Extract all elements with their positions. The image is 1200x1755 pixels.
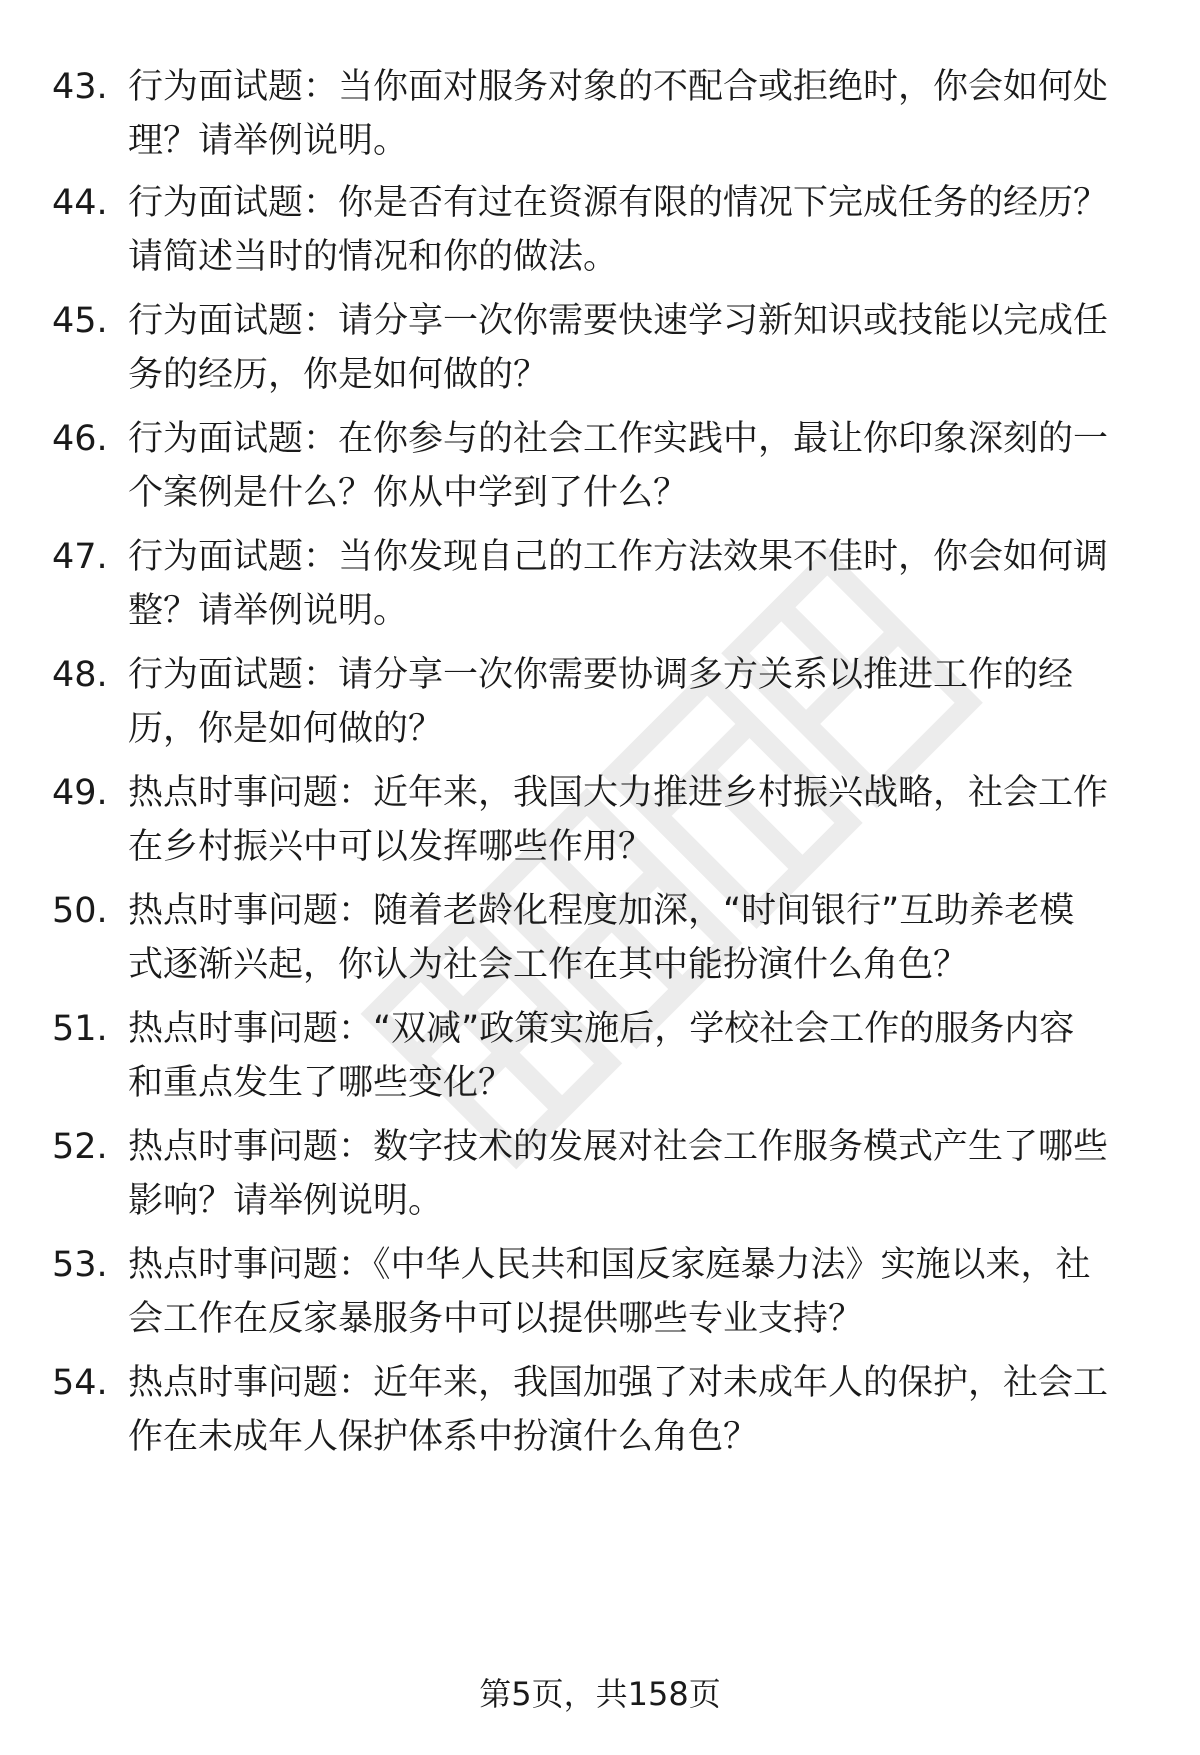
question-text xyxy=(128,1356,1148,1464)
question-number: 49. xyxy=(52,773,108,813)
page-footer: 第5页，共158页 xyxy=(479,1675,721,1713)
question-text-line: 热点时事问题：数字技术的发展对社会工作服务模式产生了哪些 xyxy=(128,1127,1109,1167)
question-number: 51. xyxy=(52,1009,108,1049)
question-text-line: 理？请举例说明。 xyxy=(128,121,409,161)
question-text xyxy=(128,884,1148,992)
question-text-line: 在乡村振兴中可以发挥哪些作用？ xyxy=(128,827,654,867)
question-text-line: 热点时事问题：近年来，我国大力推进乡村振兴战略，社会工作 xyxy=(128,773,1109,813)
question-text-line: 行为面试题：你是否有过在资源有限的情况下完成任务的经历？ xyxy=(128,183,1109,223)
question-text xyxy=(128,648,1148,756)
question-text xyxy=(128,766,1148,874)
question-text-line: 作在未成年人保护体系中扮演什么角色？ xyxy=(128,1417,759,1457)
question-text-line: 整？请举例说明。 xyxy=(128,591,409,631)
question-text xyxy=(128,176,1148,284)
question-text-line: 行为面试题：请分享一次你需要快速学习新知识或技能以完成任 xyxy=(128,301,1109,341)
question-number: 48. xyxy=(52,655,108,695)
question-text-line: 热点时事问题：近年来，我国加强了对未成年人的保护，社会工 xyxy=(128,1363,1109,1403)
question-number: 52. xyxy=(52,1127,108,1167)
question-text xyxy=(128,1120,1148,1228)
question-number: 45. xyxy=(52,301,108,341)
question-text xyxy=(128,294,1148,402)
question-text-line: 行为面试题：当你面对服务对象的不配合或拒绝时，你会如何处 xyxy=(128,67,1109,107)
question-number: 50. xyxy=(52,891,108,931)
question-number: 46. xyxy=(52,419,108,459)
question-text xyxy=(128,1002,1148,1110)
question-number: 53. xyxy=(52,1245,108,1285)
question-text xyxy=(128,530,1148,638)
question-number: 54. xyxy=(52,1363,108,1403)
question-text xyxy=(128,412,1148,520)
question-text-line: 热点时事问题：“双减”政策实施后，学校社会工作的服务内容 xyxy=(128,1009,1075,1049)
question-text-line: 请简述当时的情况和你的做法。 xyxy=(128,237,619,277)
question-text-line: 热点时事问题：《中华人民共和国反家庭暴力法》实施以来，社 xyxy=(128,1245,1091,1285)
question-text xyxy=(128,60,1148,168)
question-text-line: 历，你是如何做的？ xyxy=(128,709,444,749)
question-number: 43. xyxy=(52,67,108,107)
question-text-line: 会工作在反家暴服务中可以提供哪些专业支持？ xyxy=(128,1299,864,1339)
question-text-line: 影响？请举例说明。 xyxy=(128,1181,444,1221)
question-text xyxy=(128,1238,1148,1346)
question-text-line: 行为面试题：当你发现自己的工作方法效果不佳时，你会如何调 xyxy=(128,537,1109,577)
question-text-line: 个案例是什么？你从中学到了什么？ xyxy=(128,473,689,513)
question-text-line: 和重点发生了哪些变化？ xyxy=(128,1063,514,1103)
question-text-line: 式逐渐兴起，你认为社会工作在其中能扮演什么角色？ xyxy=(128,945,969,985)
question-text-line: 行为面试题：在你参与的社会工作实践中，最让你印象深刻的一 xyxy=(128,419,1109,459)
question-number: 47. xyxy=(52,537,108,577)
question-number: 44. xyxy=(52,183,108,223)
question-text-line: 热点时事问题：随着老龄化程度加深，“时间银行”互助养老模 xyxy=(128,891,1075,931)
question-text-line: 行为面试题：请分享一次你需要协调多方关系以推进工作的经 xyxy=(128,655,1074,695)
question-text-line: 务的经历，你是如何做的？ xyxy=(128,355,549,395)
